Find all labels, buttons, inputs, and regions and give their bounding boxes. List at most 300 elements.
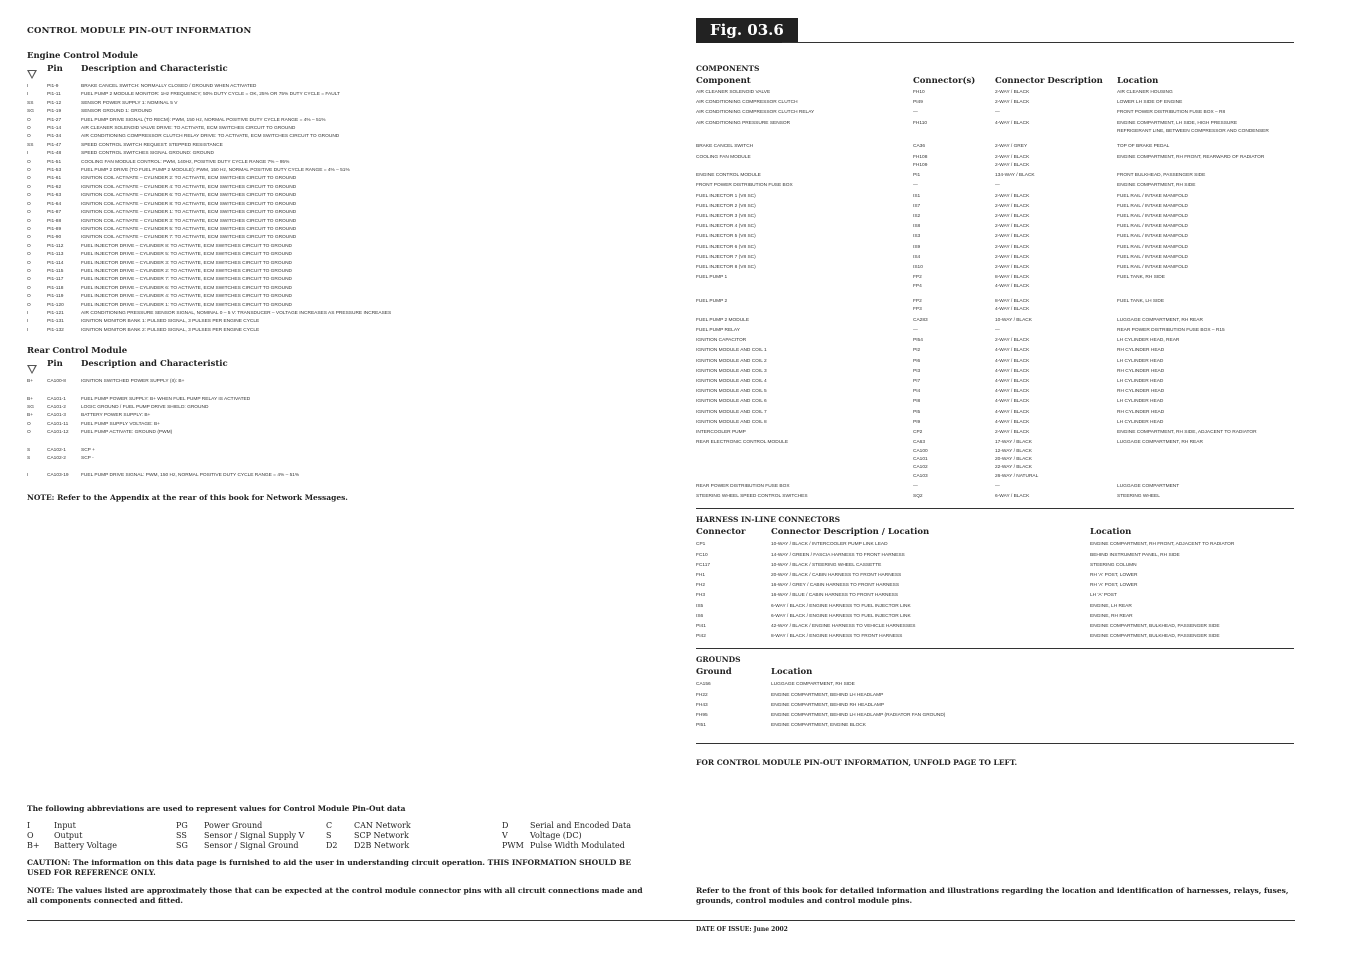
cell-line: 4-WAY / BLACK xyxy=(995,419,1030,425)
pin-id: PI1-113 xyxy=(47,252,64,258)
harness-connector: FH3 xyxy=(696,593,706,599)
cell-line: TOP OF BRAKE PEDAL xyxy=(1117,144,1170,150)
cell-line: 4-WAY / BLACK xyxy=(995,368,1030,374)
cell-line: PI7 xyxy=(913,378,921,384)
values-note: NOTE: The values listed are approximately those that can be expected at the control module connector pins with all circuit connections made and all components connected and fitted. xyxy=(27,886,643,905)
pin-id: PI1-121 xyxy=(47,310,64,316)
component-location xyxy=(1117,419,1294,427)
cell-line: CP2 xyxy=(913,429,923,435)
pin-id: PI1-47 xyxy=(47,142,62,148)
ecm-row xyxy=(27,327,655,335)
cell-line: — xyxy=(995,327,1000,333)
cell-line: 4-WAY / BLACK xyxy=(995,120,1030,126)
cell-line: FP4 xyxy=(913,283,922,289)
component-row xyxy=(696,358,1294,366)
pin-type: I xyxy=(27,151,29,157)
cell-line: IS7 xyxy=(913,203,921,209)
ground-location: ENGINE COMPARTMENT, BEHIND LH HEADLAMP xyxy=(771,692,884,698)
component-row xyxy=(696,409,1294,417)
connector-description xyxy=(995,327,1117,335)
cell-line: CA63 xyxy=(913,440,925,446)
cell-line: SQ2 xyxy=(913,494,923,500)
cell-line: PI2 xyxy=(913,348,921,354)
component-name: IGNITION MODULE AND COIL 1 xyxy=(696,348,767,354)
cell-line: 2-WAY / BLACK xyxy=(995,163,1030,169)
pin-description: FUEL PUMP SUPPLY VOLTAGE: B+ xyxy=(81,421,160,427)
pin-description: FUEL INJECTOR DRIVE – CYLINDER 3: TO ACTIVATE, ECM SWITCHES CIRCUIT TO GROUND xyxy=(81,260,293,266)
cell-line: FH109 xyxy=(913,163,928,169)
components-rule xyxy=(696,508,1294,509)
harness-description: 16-WAY / BLUE / CABIN HARNESS TO FRONT HARNESS xyxy=(771,593,899,599)
component-name: AIR CONDITIONING PRESSURE SENSOR xyxy=(696,120,791,126)
ecm-row xyxy=(27,91,655,99)
component-row xyxy=(696,347,1294,355)
abbr-meaning: Pulse Width Modulated xyxy=(530,841,625,850)
cell-line: FUEL RAIL / INTAKE MANIFOLD xyxy=(1117,193,1188,199)
component-row xyxy=(696,429,1294,437)
pin-id: CA101-1 xyxy=(47,396,66,402)
component-location xyxy=(1117,213,1294,221)
abbr-code: D2 xyxy=(326,841,338,850)
component-location xyxy=(1117,109,1294,117)
component-row xyxy=(696,317,1294,325)
pin-id: PI1-19 xyxy=(47,109,62,115)
pin-type: O xyxy=(27,268,31,274)
cell-line: FUEL RAIL / INTAKE MANIFOLD xyxy=(1117,265,1188,271)
pin-type: O xyxy=(27,126,31,132)
harness-row xyxy=(696,591,1294,601)
connector-description xyxy=(995,429,1117,437)
connector-description xyxy=(995,337,1117,345)
component-name: AIR CLEANER SOLENOID VALVE xyxy=(696,90,771,95)
pin-type: S xyxy=(27,456,31,462)
component-row xyxy=(696,378,1294,386)
pin-type: O xyxy=(27,260,31,266)
component-location xyxy=(1117,193,1294,201)
component-row xyxy=(696,439,1294,481)
pin-id: PI1-62 xyxy=(47,184,62,190)
component-name: AIR CONDITIONING COMPRESSOR CLUTCH xyxy=(696,100,798,106)
cell-line: 2-WAY / BLACK xyxy=(995,154,1030,160)
component-row xyxy=(696,99,1294,107)
cell-line: 2-WAY / BLACK xyxy=(995,338,1030,344)
component-name: FUEL PUMP RELAY xyxy=(696,327,740,333)
connector-description xyxy=(995,388,1117,396)
abbr-row xyxy=(27,841,655,851)
cell-line: FUEL RAIL / INTAKE MANIFOLD xyxy=(1117,203,1188,209)
cell-line: IS8 xyxy=(913,224,921,230)
cell-line: FP2 xyxy=(913,299,922,305)
abbr-code: PG xyxy=(176,821,188,830)
component-row xyxy=(696,493,1294,501)
grounds-table xyxy=(696,667,1294,731)
cell-line: FUEL RAIL / INTAKE MANIFOLD xyxy=(1117,214,1188,220)
cell-line: IS2 xyxy=(913,214,921,220)
cell-line: 4-WAY / BLACK xyxy=(995,389,1030,395)
connector-description xyxy=(995,264,1117,272)
pin-description: FUEL INJECTOR DRIVE – CYLINDER 6: TO ACTIVATE, ECM SWITCHES CIRCUIT TO GROUND xyxy=(81,285,293,291)
pin-id: PI1-88 xyxy=(47,218,62,224)
cell-line: 4-WAY / BLACK xyxy=(995,348,1030,354)
cell-line: RH CYLINDER HEAD xyxy=(1117,348,1165,354)
component-row xyxy=(696,223,1294,231)
connector-description xyxy=(995,172,1117,180)
component-location xyxy=(1117,172,1294,180)
component-connectors xyxy=(913,409,995,417)
harness-location: STEERING COLUMN xyxy=(1090,562,1137,568)
harness-row xyxy=(696,602,1294,612)
harness-heading: HARNESS IN-LINE CONNECTORS xyxy=(696,515,841,525)
pin-id: PI1-90 xyxy=(47,235,62,241)
abbr-meaning: Sensor / Signal Ground xyxy=(204,841,299,850)
component-location xyxy=(1117,409,1294,417)
cell-line: IS4 xyxy=(913,254,921,260)
pin-id: PI1-131 xyxy=(47,319,64,325)
cell-line: LUGGAGE COMPARTMENT xyxy=(1117,483,1180,489)
component-location xyxy=(1117,120,1294,137)
abbr-code: PWM xyxy=(502,841,524,850)
pin-description: IGNITION COIL ACTIVATE – CYLINDER 8: TO ACTIVATE, ECM SWITCHES CIRCUIT TO GROUND xyxy=(81,201,297,207)
cell-line: FRONT POWER DISTRIBUTION FUSE BOX – R8 xyxy=(1117,110,1226,116)
harness-location: RH 'A' POST, LOWER xyxy=(1090,583,1138,589)
component-row xyxy=(696,213,1294,221)
group-spacer xyxy=(27,438,655,447)
grounds-heading: GROUNDS xyxy=(696,655,741,665)
component-connectors xyxy=(913,429,995,437)
component-connectors xyxy=(913,99,995,107)
cell-line: PI3 xyxy=(913,368,921,374)
ecm-row xyxy=(27,159,655,167)
component-connectors xyxy=(913,358,995,366)
ecm-row xyxy=(27,276,655,284)
cell-line: — xyxy=(995,483,1000,489)
connector-description xyxy=(995,99,1117,107)
pin-description: BATTERY POWER SUPPLY: B+ xyxy=(81,413,151,419)
cell-line: — xyxy=(913,327,918,333)
component-name: IGNITION MODULE AND COIL 2 xyxy=(696,358,767,364)
ground-row xyxy=(696,701,1294,711)
component-name: AIR CONDITIONING COMPRESSOR CLUTCH RELAY xyxy=(696,110,815,116)
ecm-row xyxy=(27,184,655,192)
triangle-icon xyxy=(27,70,37,79)
cell-line: 2-WAY / GREY xyxy=(995,144,1028,150)
rcm-col-desc: Description and Characteristic xyxy=(81,359,228,370)
cell-line: ENGINE COMPARTMENT, RH SIDE xyxy=(1117,183,1196,189)
pin-type: I xyxy=(27,327,29,333)
pin-id: CA101-2 xyxy=(47,405,66,410)
cell-line: FRONT BULKHEAD, PASSENGER SIDE xyxy=(1117,173,1206,179)
cell-line: FUEL TANK, RH SIDE xyxy=(1117,275,1165,281)
abbr-code: O xyxy=(27,831,34,840)
ecm-row xyxy=(27,108,655,116)
abbr-code: SS xyxy=(176,831,187,840)
cell-line: 4-WAY / BLACK xyxy=(995,409,1030,415)
cell-line: LH CYLINDER HEAD xyxy=(1117,419,1164,425)
ground-row xyxy=(696,721,1294,731)
component-name: IGNITION MODULE AND COIL 3 xyxy=(696,368,767,374)
pin-description: IGNITION COIL ACTIVATE – CYLINDER 3: TO ACTIVATE, ECM SWITCHES CIRCUIT TO GROUND xyxy=(81,218,297,224)
row-gap xyxy=(696,291,1294,298)
harness-connector: PI41 xyxy=(696,623,706,629)
component-name: FUEL INJECTOR 7 (V8 SC) xyxy=(696,254,756,260)
pin-description: IGNITION SWITCHED POWER SUPPLY (II): B+ xyxy=(81,379,185,385)
pin-type: I xyxy=(27,319,29,325)
cell-line: PI6 xyxy=(913,358,921,364)
pin-id: PI1-53 xyxy=(47,168,62,174)
pin-id: PI1-119 xyxy=(47,294,64,300)
harness-connector: FC117 xyxy=(696,562,711,568)
harness-col-description: Connector Description / Location xyxy=(771,527,930,538)
cell-line: PI5 xyxy=(913,409,921,415)
harness-col-connector: Connector xyxy=(696,527,746,538)
component-name: ENGINE CONTROL MODULE xyxy=(696,173,761,179)
pin-id: PI1-12 xyxy=(47,100,62,106)
pin-type: O xyxy=(27,201,31,207)
cell-line: — xyxy=(995,183,1000,189)
rcm-row xyxy=(27,378,655,386)
grounds-col-location: Location xyxy=(771,667,813,678)
abbr-code: B+ xyxy=(27,841,40,850)
pin-description: FUEL INJECTOR DRIVE – CYLINDER 7: TO ACTIVATE, ECM SWITCHES CIRCUIT TO GROUND xyxy=(81,277,293,283)
pin-type: O xyxy=(27,218,31,224)
component-row xyxy=(696,182,1294,190)
ecm-row xyxy=(27,293,655,301)
component-connectors xyxy=(913,493,995,501)
abbr-intro: The following abbreviations are used to represent values for Control Module Pin-Out data xyxy=(27,804,406,813)
component-connectors xyxy=(913,254,995,262)
component-connectors xyxy=(913,264,995,272)
component-row xyxy=(696,233,1294,241)
component-row xyxy=(696,264,1294,272)
cell-line: IS10 xyxy=(913,265,923,271)
pin-id: PI1-114 xyxy=(47,260,64,266)
figure-label: Fig. 03.6 xyxy=(696,18,798,43)
component-connectors xyxy=(913,193,995,201)
component-row xyxy=(696,89,1294,97)
pin-description: IGNITION MONITOR BANK 2: PULSED SIGNAL, 3 PULSES PER ENGINE CYCLE xyxy=(81,327,260,333)
connector-description xyxy=(995,483,1117,491)
pin-id: PI1-61 xyxy=(47,176,62,182)
cell-line: FP3 xyxy=(913,307,922,313)
pin-description: SENSOR GROUND 1: GROUND xyxy=(81,109,152,115)
ground-row xyxy=(696,711,1294,721)
component-connectors xyxy=(913,213,995,221)
cell-line: 4-WAY / BLACK xyxy=(995,399,1030,405)
comp-col-description: Connector Description xyxy=(995,76,1103,86)
connector-description xyxy=(995,143,1117,151)
component-name: FRONT POWER DISTRIBUTION FUSE BOX xyxy=(696,183,793,189)
pin-type: O xyxy=(27,294,31,300)
abbr-row xyxy=(27,821,655,831)
component-location xyxy=(1117,233,1294,241)
cell-line: 2-WAY / BLACK xyxy=(995,90,1030,95)
pin-type: I xyxy=(27,310,29,316)
pin-description: IGNITION COIL ACTIVATE – CYLINDER 1: TO ACTIVATE, ECM SWITCHES CIRCUIT TO GROUND xyxy=(81,210,297,216)
rcm-row xyxy=(27,421,655,429)
pin-type: O xyxy=(27,134,31,140)
component-location xyxy=(1117,378,1294,386)
abbr-table xyxy=(27,821,655,851)
pin-description: COOLING FAN MODULE CONTROL: PWM, 140Hz, POSITIVE DUTY CYCLE RANGE 7% – 95% xyxy=(81,159,290,165)
cell-line: 2-WAY / BLACK xyxy=(995,254,1030,260)
pin-description: IGNITION MONITOR BANK 1: PULSED SIGNAL, 3 PULSES PER ENGINE CYCLE xyxy=(81,319,260,325)
abbr-meaning: Input xyxy=(54,821,76,830)
page-title: CONTROL MODULE PIN-OUT INFORMATION xyxy=(27,26,252,36)
component-name: INTERCOOLER PUMP xyxy=(696,429,746,435)
abbr-meaning: Serial and Encoded Data xyxy=(530,821,632,830)
component-connectors xyxy=(913,483,995,491)
ecm-row xyxy=(27,201,655,209)
pin-type: O xyxy=(27,184,31,190)
cell-line: FUEL RAIL / INTAKE MANIFOLD xyxy=(1117,244,1188,250)
harness-row xyxy=(696,551,1294,561)
component-row xyxy=(696,398,1294,406)
component-name: FUEL INJECTOR 1 (V8 SC) xyxy=(696,193,756,199)
component-connectors xyxy=(913,89,995,97)
connector-description xyxy=(995,244,1117,252)
pin-type: SG xyxy=(27,109,34,115)
cell-line: 17-WAY / BLACK xyxy=(995,440,1032,446)
pin-description: FUEL PUMP 2 DRIVE (TO FUEL PUMP 2 MODULE): PWM, 150 Hz, NORMAL POSITIVE DUTY CYCLE RANGE = 4% – 51% xyxy=(81,168,350,174)
harness-description: 42-WAY / BLACK / ENGINE HARNESS TO VEHICLE HARNESSES xyxy=(771,623,916,629)
component-name: FUEL PUMP 2 xyxy=(696,299,728,305)
connector-description xyxy=(995,233,1117,241)
cell-line: 2-WAY / BLACK xyxy=(995,100,1030,106)
component-location xyxy=(1117,244,1294,252)
ground-id: FH95 xyxy=(696,713,708,718)
grounds-col-ground: Ground xyxy=(696,667,732,678)
component-connectors xyxy=(913,244,995,252)
group-spacer xyxy=(27,387,655,396)
component-name: IGNITION MODULE AND COIL 4 xyxy=(696,378,767,384)
ecm-row xyxy=(27,243,655,251)
ecm-row xyxy=(27,83,655,91)
rcm-heading: Rear Control Module xyxy=(27,346,128,357)
pin-type: O xyxy=(27,430,31,436)
cell-line: PI49 xyxy=(913,100,923,106)
pin-id: PI1-115 xyxy=(47,268,64,274)
component-location xyxy=(1117,143,1294,151)
grounds-rule xyxy=(696,743,1294,744)
cell-line: 22-WAY / BLACK xyxy=(995,465,1032,471)
connector-description xyxy=(995,368,1117,376)
cell-line: PI1 xyxy=(913,173,921,179)
component-name: FUEL INJECTOR 3 (V8 SC) xyxy=(696,214,756,220)
cell-line: 12-WAY / BLACK xyxy=(995,448,1032,454)
pin-description: IGNITION COIL ACTIVATE – CYLINDER 6: TO ACTIVATE, ECM SWITCHES CIRCUIT TO GROUND xyxy=(81,193,297,199)
refer-note: Refer to the front of this book for detailed information and illustrations regarding the location and identification of harnesses, relays, fuses, grounds, control modules and control module pins. xyxy=(696,886,1289,905)
abbr-code: SG xyxy=(176,841,188,850)
cell-line: PI4 xyxy=(913,389,921,395)
rcm-row xyxy=(27,472,655,480)
cell-line: CA101 xyxy=(913,456,928,462)
unfold-note: FOR CONTROL MODULE PIN-OUT INFORMATION, UNFOLD PAGE TO LEFT. xyxy=(696,758,1018,768)
pin-description: SCP + xyxy=(81,447,95,453)
pin-type: B+ xyxy=(27,379,34,385)
component-connectors xyxy=(913,347,995,355)
connector-description xyxy=(995,274,1117,291)
cell-line: 4-WAY / BLACK xyxy=(995,378,1030,384)
ecm-row xyxy=(27,218,655,226)
component-connectors xyxy=(913,182,995,190)
connector-description xyxy=(995,298,1117,315)
pin-description: SPEED CONTROL SWITCHES SIGNAL GROUND: GROUND xyxy=(81,151,214,157)
component-row xyxy=(696,143,1294,151)
component-connectors xyxy=(913,317,995,325)
cell-line: LUGGAGE COMPARTMENT, RH REAR xyxy=(1117,317,1203,323)
component-row xyxy=(696,274,1294,291)
cell-line: FUEL RAIL / INTAKE MANIFOLD xyxy=(1117,254,1188,260)
cell-line: LUGGAGE COMPARTMENT, RH REAR xyxy=(1117,440,1203,446)
harness-connector: PI42 xyxy=(696,634,706,640)
cell-line: FUEL RAIL / INTAKE MANIFOLD xyxy=(1117,224,1188,230)
ecm-row xyxy=(27,251,655,259)
ecm-row xyxy=(27,175,655,183)
component-connectors xyxy=(913,223,995,231)
group-spacer xyxy=(27,463,655,472)
pin-id: PI1-14 xyxy=(47,126,62,132)
cell-line: FH10 xyxy=(913,90,925,95)
pin-type: O xyxy=(27,226,31,232)
components-table xyxy=(696,76,1294,503)
component-location xyxy=(1117,264,1294,272)
pin-type: B+ xyxy=(27,413,34,419)
pin-description: AIR CONDITIONING PRESSURE SENSOR SIGNAL, NOMINAL 0 – 5 V: TRANSDUCER – VOLTAGE INCREASES AS PRESSURE INCREASES xyxy=(81,310,392,316)
ecm-row xyxy=(27,302,655,310)
pin-id: PI1-118 xyxy=(47,285,64,291)
cell-line: REAR POWER DISTRIBUTION FUSE BOX – R15 xyxy=(1117,327,1225,333)
component-name: IGNITION MODULE AND COIL 7 xyxy=(696,409,767,415)
abbr-meaning: Sensor / Signal Supply V xyxy=(204,831,305,840)
component-name: IGNITION CAPACITOR xyxy=(696,338,747,344)
cell-line: FUEL RAIL / INTAKE MANIFOLD xyxy=(1117,234,1188,240)
rcm-row xyxy=(27,404,655,412)
ground-id: FH22 xyxy=(696,692,708,698)
harness-rule xyxy=(696,648,1294,649)
component-location xyxy=(1117,493,1294,501)
abbr-code: V xyxy=(502,831,508,840)
ground-location: LUGGAGE COMPARTMENT, RH SIDE xyxy=(771,682,855,688)
pin-type: B+ xyxy=(27,396,34,402)
pin-description: FUEL PUMP ACTIVATE: GROUND (PWM) xyxy=(81,430,173,436)
component-location xyxy=(1117,274,1294,291)
harness-description: 14-WAY / GREEN / FASCIA HARNESS TO FRONT HARNESS xyxy=(771,552,905,558)
abbr-meaning: Battery Voltage xyxy=(54,841,117,850)
cell-line: 4-WAY / BLACK xyxy=(995,307,1030,313)
pin-type: O xyxy=(27,243,31,249)
ecm-row xyxy=(27,100,655,108)
component-row xyxy=(696,154,1294,171)
cell-line: — xyxy=(995,110,1000,116)
rcm-row xyxy=(27,396,655,404)
harness-connector: FH2 xyxy=(696,583,706,589)
connector-description xyxy=(995,439,1117,481)
component-connectors xyxy=(913,172,995,180)
harness-location: ENGINE, RH REAR xyxy=(1090,613,1133,619)
ground-id: PI51 xyxy=(696,723,706,729)
component-location xyxy=(1117,327,1294,335)
pin-id: PI1-64 xyxy=(47,201,62,207)
cell-line: CA100 xyxy=(913,448,928,454)
ecm-row xyxy=(27,226,655,234)
component-name: STEERING WHEEL SPEED CONTROL SWITCHES xyxy=(696,494,808,500)
cell-line: 26-WAY / NATURAL xyxy=(995,473,1039,479)
cell-line: CA103 xyxy=(913,473,928,479)
component-name: IGNITION MODULE AND COIL 6 xyxy=(696,399,767,405)
harness-row xyxy=(696,612,1294,622)
pin-id: PI1-63 xyxy=(47,193,62,199)
component-row xyxy=(696,298,1294,315)
